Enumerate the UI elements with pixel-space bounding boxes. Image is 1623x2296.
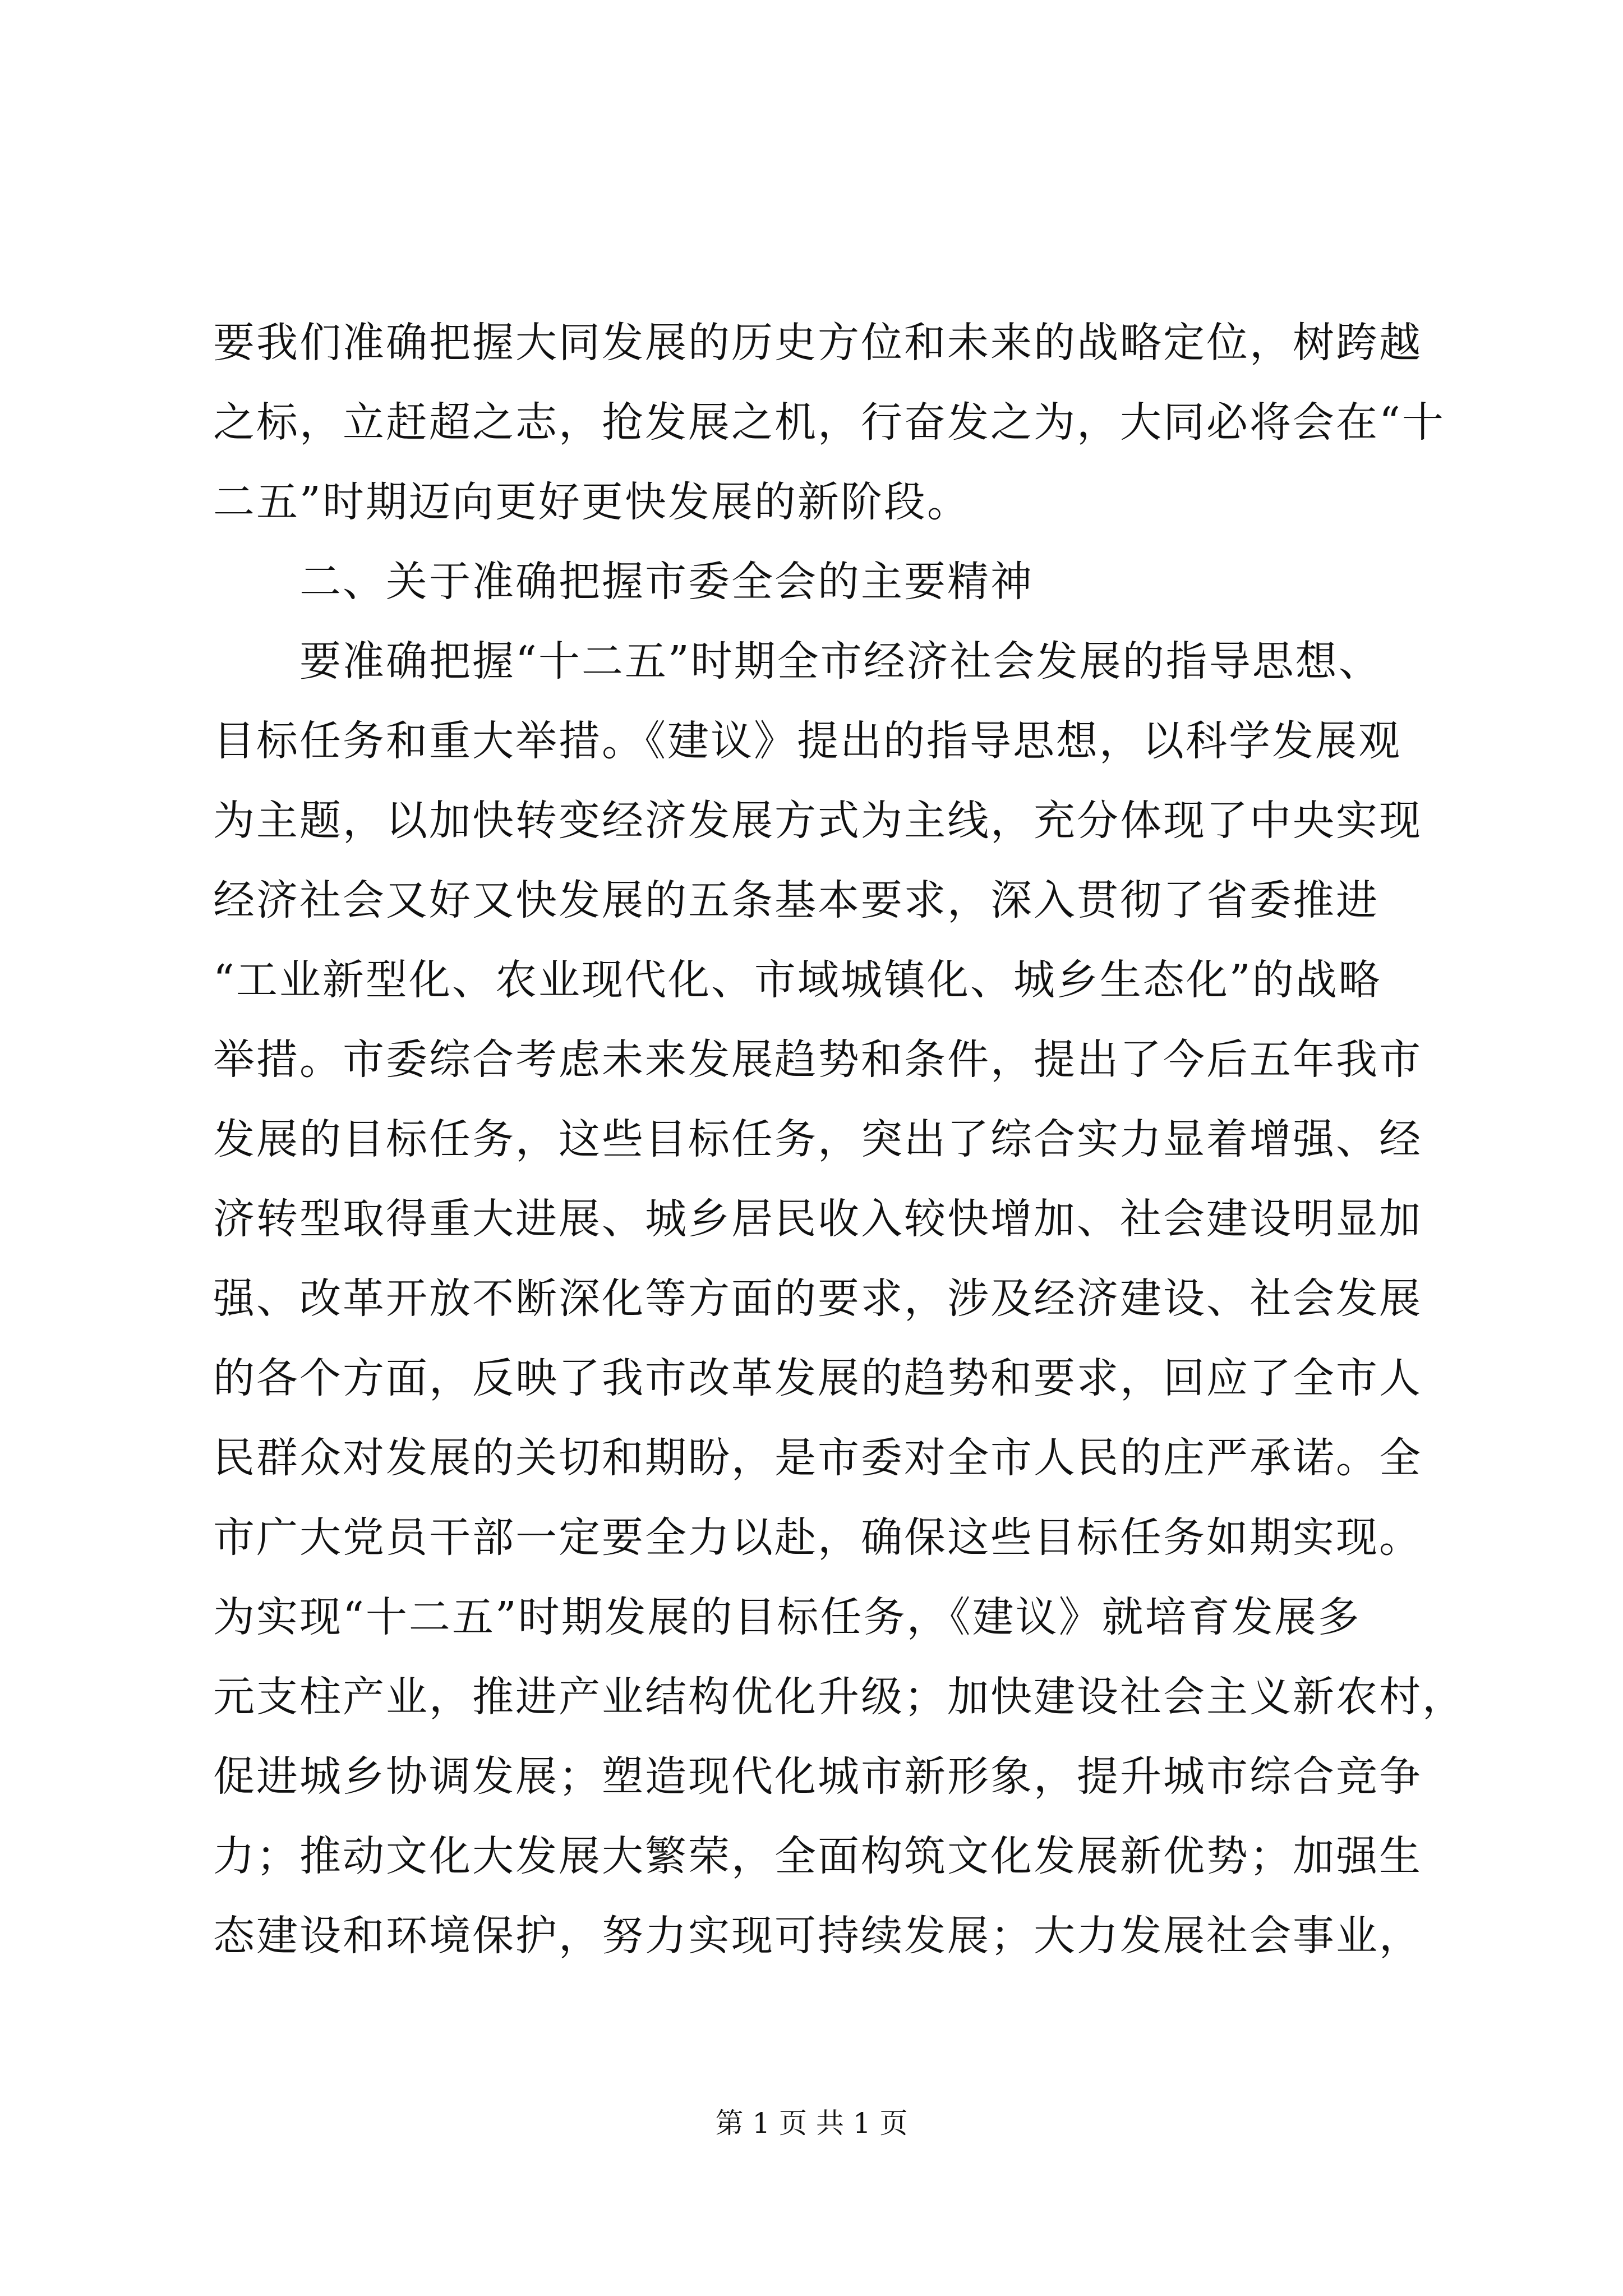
text-line: 目标任务和重大举措。《建议》提出的指导思想，以科学发展观 [213, 717, 1401, 765]
text-line: 二五”时期迈向更好更快发展的新阶段。 [213, 478, 970, 526]
text-line: 经济社会又好又快发展的五条基本要求，深入贯彻了省委推进 [213, 876, 1379, 924]
text-line: 要准确把握“十二五”时期全市经济社会发展的指导思想、 [213, 637, 1382, 685]
text-line: 为实现“十二五”时期发展的目标任务，《建议》就培育发展多 [213, 1593, 1361, 1641]
text-line: 民群众对发展的关切和期盼，是市委对全市人民的庄严承诺。全 [213, 1434, 1422, 1482]
text-line: 促进城乡协调发展；塑造现代化城市新形象，提升城市综合竞争 [213, 1752, 1422, 1801]
text-line: 市广大党员干部一定要全力以赴，确保这些目标任务如期实现。 [213, 1513, 1422, 1562]
text-line: 强、改革开放不断深化等方面的要求，涉及经济建设、社会发展 [213, 1274, 1422, 1323]
text-line: 的各个方面，反映了我市改革发展的趋势和要求，回应了全市人 [213, 1354, 1422, 1402]
body-text [213, 303, 1465, 1976]
section-heading: 二、关于准确把握市委全会的主要精神 [213, 558, 1034, 606]
text-line: 力；推动文化大发展大繁荣，全面构筑文化发展新优势；加强生 [213, 1832, 1422, 1880]
text-line: 之标，立赶超之志，抢发展之机，行奋发之为，大同必将会在“十 [213, 398, 1445, 447]
text-line: 态建设和环境保护，努力实现可持续发展；大力发展社会事业， [213, 1912, 1422, 1960]
text-line: 元支柱产业，推进产业结构优化升级；加快建设社会主义新农村， [213, 1673, 1465, 1721]
text-line: 为主题，以加快转变经济发展方式为主线，充分体现了中央实现 [213, 797, 1422, 845]
page-footer: 第 1 页 共 1 页 [715, 2107, 908, 2139]
text-line: 发展的目标任务，这些目标任务，突出了综合实力显着增强、经 [213, 1115, 1422, 1163]
text-line: 济转型取得重大进展、城乡居民收入较快增加、社会建设明显加 [213, 1195, 1422, 1243]
text-line: “工业新型化、农业现代化、市域城镇化、城乡生态化”的战略 [213, 956, 1382, 1004]
text-line: 举措。市委综合考虑未来发展趋势和条件，提出了今后五年我市 [213, 1036, 1422, 1084]
text-line: 要我们准确把握大同发展的历史方位和未来的战略定位，树跨越 [213, 319, 1422, 367]
